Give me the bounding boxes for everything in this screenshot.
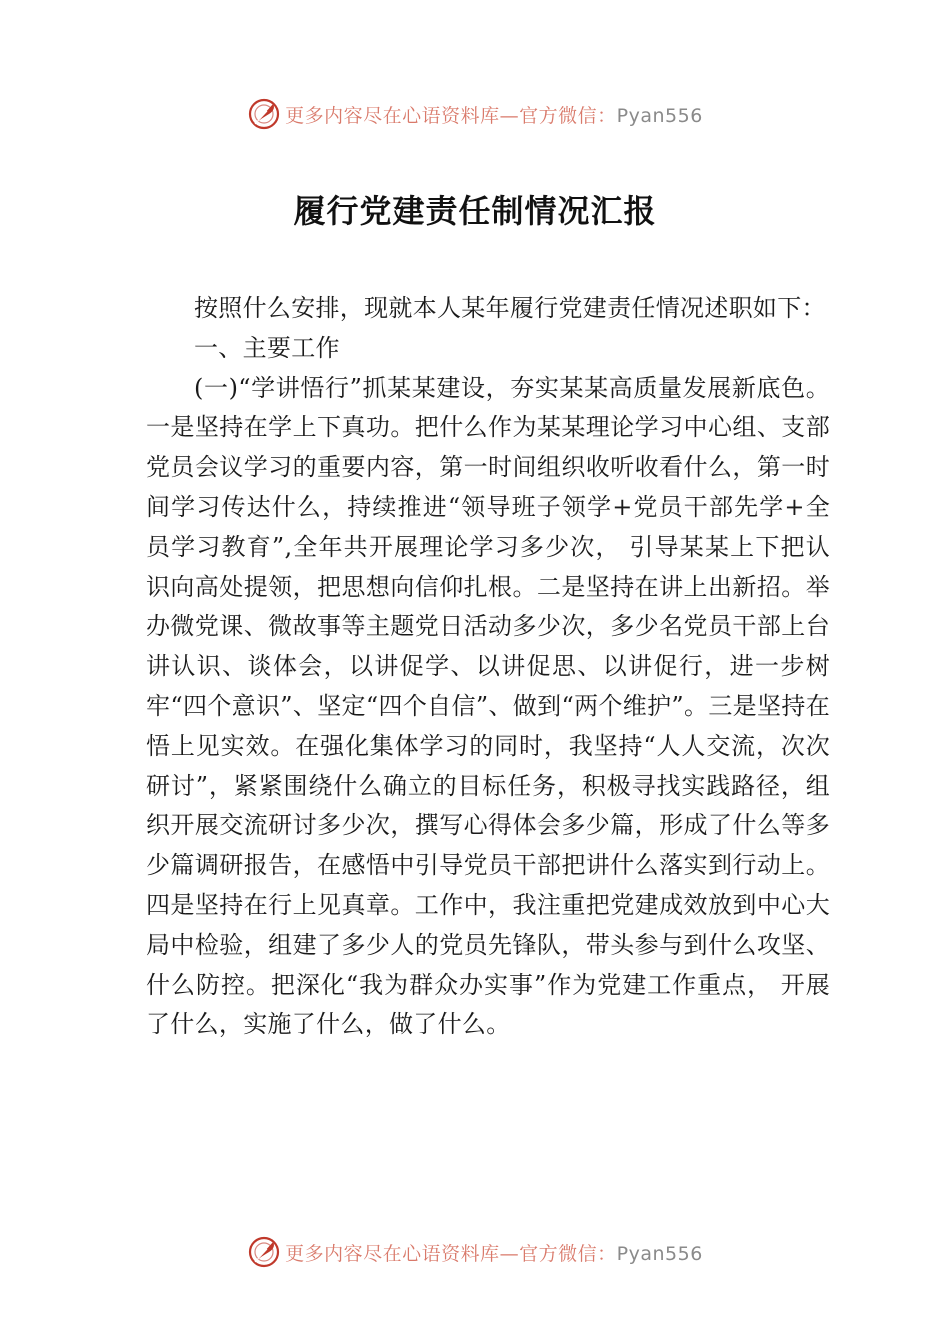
banner-site-text: 更多内容尽在心语资料库—官方微信： [285,1242,617,1265]
body-paragraph: (一)“学讲悟行”抓某某建设，夯实某某高质量发展新底色。一是坚持在学上下真功。把什么作为某某理论学习中心组、支部党员会议学习的重要内容，第一时间组织收听收看什么，第一时间学习传达什么，持续推进“领导班子领学+党员干部先学+全员学习教育”,全年共开展理论学习多少次， 引导某某上下把认识向高处提领，把思想向信仰扎根。二是坚持在讲上出新招。举办微党课、微故事等主题党日活动多少次，多少名党员干部上台讲认识、谈体会，以讲促学、以讲促思、以讲促行，进一步树牢“四个意识”、坚定“四个自信”、做到“两个维护”。三是坚持在悟上见实效。在强化集体学习的同时，我坚持“人人交流，次次研讨”，紧紧围绕什么确立的目标任务，积极寻找实践路径，组织开展交流研讨多少次，撰写心得体会多少篇，形成了什么等多少篇调研报告，在感悟中引导党员干部把讲什么落实到行动上。四是坚持在行上见真章。工作中，我注重把党建成效放到中心大局中检验，组建了多少人的党员先锋队，带头参与到什么攻坚、什么防控。把深化“我为群众办实事”作为党建工作重点， 开展了什么，实施了什么，做了什么。 [146,373,830,1039]
quill-logo-icon [247,97,281,131]
banner-wechat-id: Pyan556 [616,104,703,127]
document-body [146,289,830,1045]
intro-paragraph: 按照什么安排，现就本人某年履行党建责任情况述职如下： [194,294,826,322]
document-title: 履行党建责任制情况汇报 [293,192,657,230]
banner-text [285,1239,703,1266]
banner-text [285,101,703,128]
footer-banner [0,1232,950,1272]
quill-logo-icon [247,1235,281,1269]
banner-wechat-id: Pyan556 [616,1242,703,1265]
section-heading: 一、主要工作 [194,333,340,362]
header-banner [0,94,950,134]
banner-site-text: 更多内容尽在心语资料库—官方微信： [285,104,617,127]
